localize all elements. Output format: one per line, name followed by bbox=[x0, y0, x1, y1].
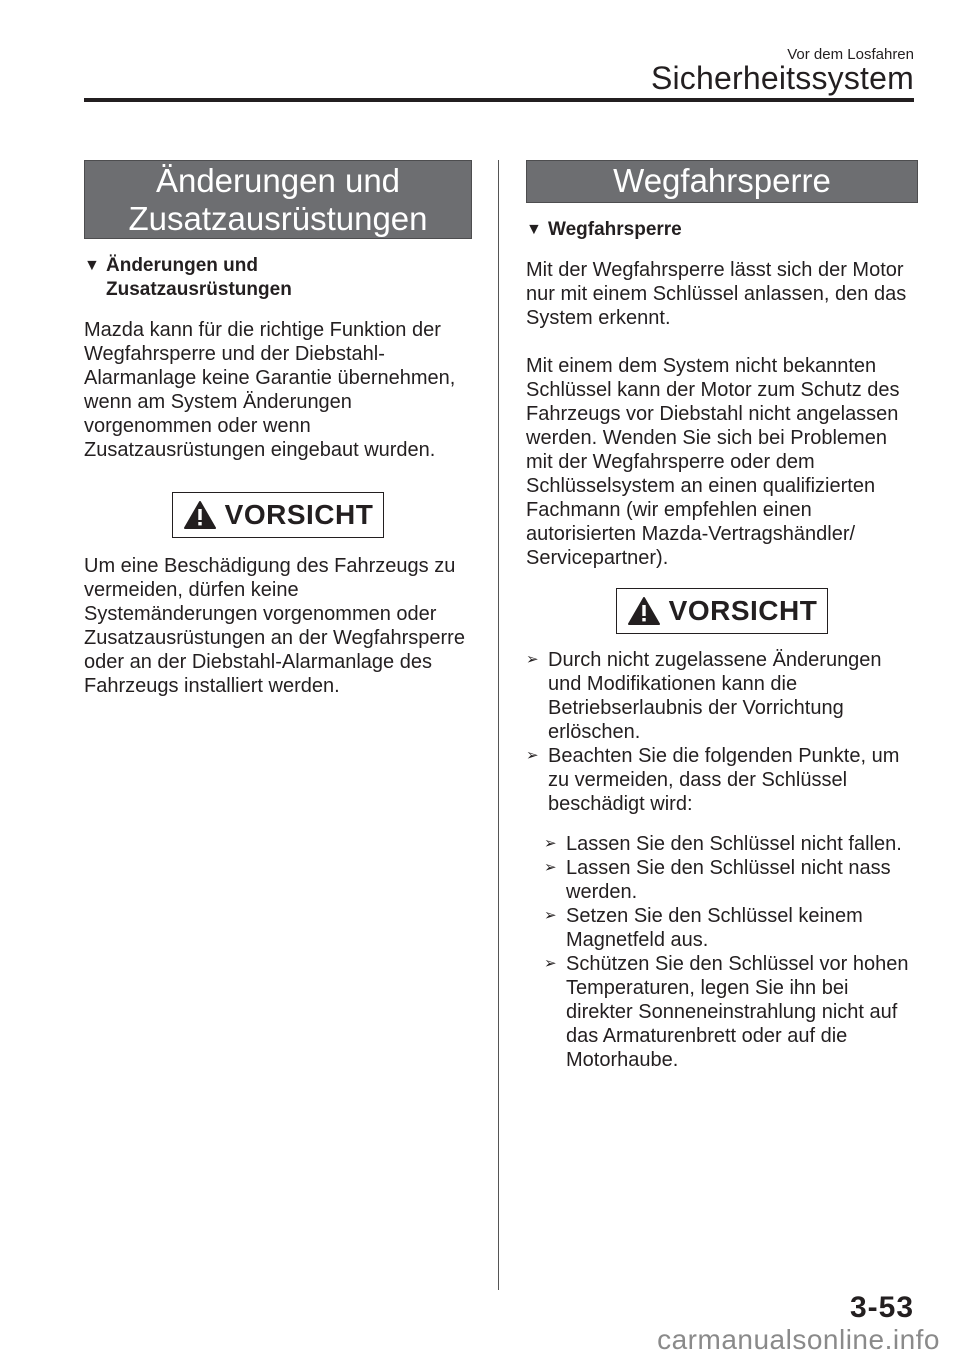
subheading bbox=[84, 254, 472, 302]
page-number: 3-53 bbox=[849, 1291, 914, 1324]
subheading-line-1: Änderungen und bbox=[106, 255, 258, 276]
list-item bbox=[544, 856, 918, 904]
caution-header bbox=[526, 574, 918, 634]
caution-text bbox=[84, 554, 472, 698]
paragraph: Mazda kann für die richtige Funktion der Wegfahrsperre und der Diebstahl-Alarmanlage keine Garantie übernehmen, wenn am System Änderungen vorgenommen oder wenn Zusatzausrüstungen eingebaut wurden. bbox=[84, 319, 456, 461]
paragraph-1: Mit der Wegfahrsperre lässt sich der Motor nur mit einem Schlüssel anlassen, den das System erkennt. bbox=[526, 259, 907, 329]
list-item bbox=[544, 904, 918, 952]
list-item bbox=[526, 744, 918, 816]
arrow-bullet-icon: ➢ bbox=[544, 907, 557, 924]
caution-label: VORSICHT bbox=[668, 595, 818, 626]
list-item-text: Lassen Sie den Schlüssel nicht fallen. bbox=[566, 833, 902, 855]
list-item-text: Lassen Sie den Schlüssel nicht nass werden. bbox=[566, 857, 891, 903]
triangle-down-icon: ▼ bbox=[526, 221, 542, 238]
list-item-text: Schützen Sie den Schlüssel vor hohen Temperaturen, legen Sie ihn bei direkter Sonneneinstrahlung nicht auf das Armaturenbrett oder auf die Motorhaube. bbox=[566, 953, 909, 1071]
section-banner-modifications bbox=[84, 160, 472, 239]
caution-header bbox=[84, 478, 472, 538]
subheading-line-2: Zusatzausrüstungen bbox=[106, 279, 292, 300]
list-item-text: Setzen Sie den Schlüssel keinem Magnetfeld aus. bbox=[566, 905, 863, 951]
triangle-down-icon: ▼ bbox=[84, 257, 100, 274]
caution-box bbox=[172, 492, 385, 538]
arrow-bullet-icon: ➢ bbox=[544, 835, 557, 852]
list-item bbox=[544, 832, 918, 856]
warning-triangle-icon bbox=[627, 596, 661, 626]
arrow-bullet-icon: ➢ bbox=[544, 859, 557, 876]
caution-label: VORSICHT bbox=[224, 499, 374, 530]
caution-list bbox=[526, 648, 918, 816]
chapter-label: Vor dem Losfahren bbox=[787, 46, 914, 63]
paragraph-2: Mit einem dem System nicht bekannten Schlüssel kann der Motor zum Schutz des Fahrzeugs vor Diebstahl nicht angelassen werden. Wenden Sie sich bei Problemen mit der Wegfahrsperre oder dem Schlüsselsystem an einen qualifizierten Fachmann (wir empfehlen einen autorisierten Mazda-Vertragshändler/ Servicepartner). bbox=[526, 355, 900, 569]
arrow-bullet-icon: ➢ bbox=[526, 747, 539, 764]
column-divider bbox=[498, 160, 499, 1290]
banner-line-2: Zusatzausrüstungen bbox=[128, 200, 428, 237]
caution-sublist bbox=[544, 832, 918, 1072]
body-text bbox=[84, 318, 472, 462]
list-item bbox=[526, 648, 918, 744]
list-item-text: Beachten Sie die folgenden Punkte, um zu vermeiden, dass der Schlüssel beschädigt wird: bbox=[548, 745, 900, 815]
list-item-text: Durch nicht zugelassene Änderungen und Modifikationen kann die Betriebserlaubnis der Vorrichtung erlöschen. bbox=[548, 649, 882, 743]
arrow-bullet-icon: ➢ bbox=[544, 955, 557, 972]
arrow-bullet-icon: ➢ bbox=[526, 651, 539, 668]
subheading bbox=[526, 218, 918, 242]
section-title: Sicherheitssystem bbox=[650, 60, 914, 96]
right-column bbox=[526, 160, 918, 1072]
watermark: carmanualsonline.info bbox=[657, 1324, 940, 1355]
caution-box bbox=[616, 588, 829, 634]
header-rule bbox=[84, 98, 914, 102]
caution-paragraph: Um eine Beschädigung des Fahrzeugs zu vermeiden, dürfen keine Systemänderungen vorgenommen oder Zusatzausrüstungen an der Wegfahrsperre oder an der Diebstahl-Alarmanlage des Fahrzeugs installiert werden. bbox=[84, 555, 465, 697]
left-column bbox=[84, 160, 472, 698]
section-banner-immobilizer: Wegfahrsperre bbox=[526, 160, 918, 203]
body-text bbox=[526, 258, 918, 570]
warning-triangle-icon bbox=[183, 500, 217, 530]
banner-line-1: Änderungen und bbox=[155, 162, 401, 199]
list-item bbox=[544, 952, 918, 1072]
subheading-text: Wegfahrsperre bbox=[548, 219, 682, 240]
